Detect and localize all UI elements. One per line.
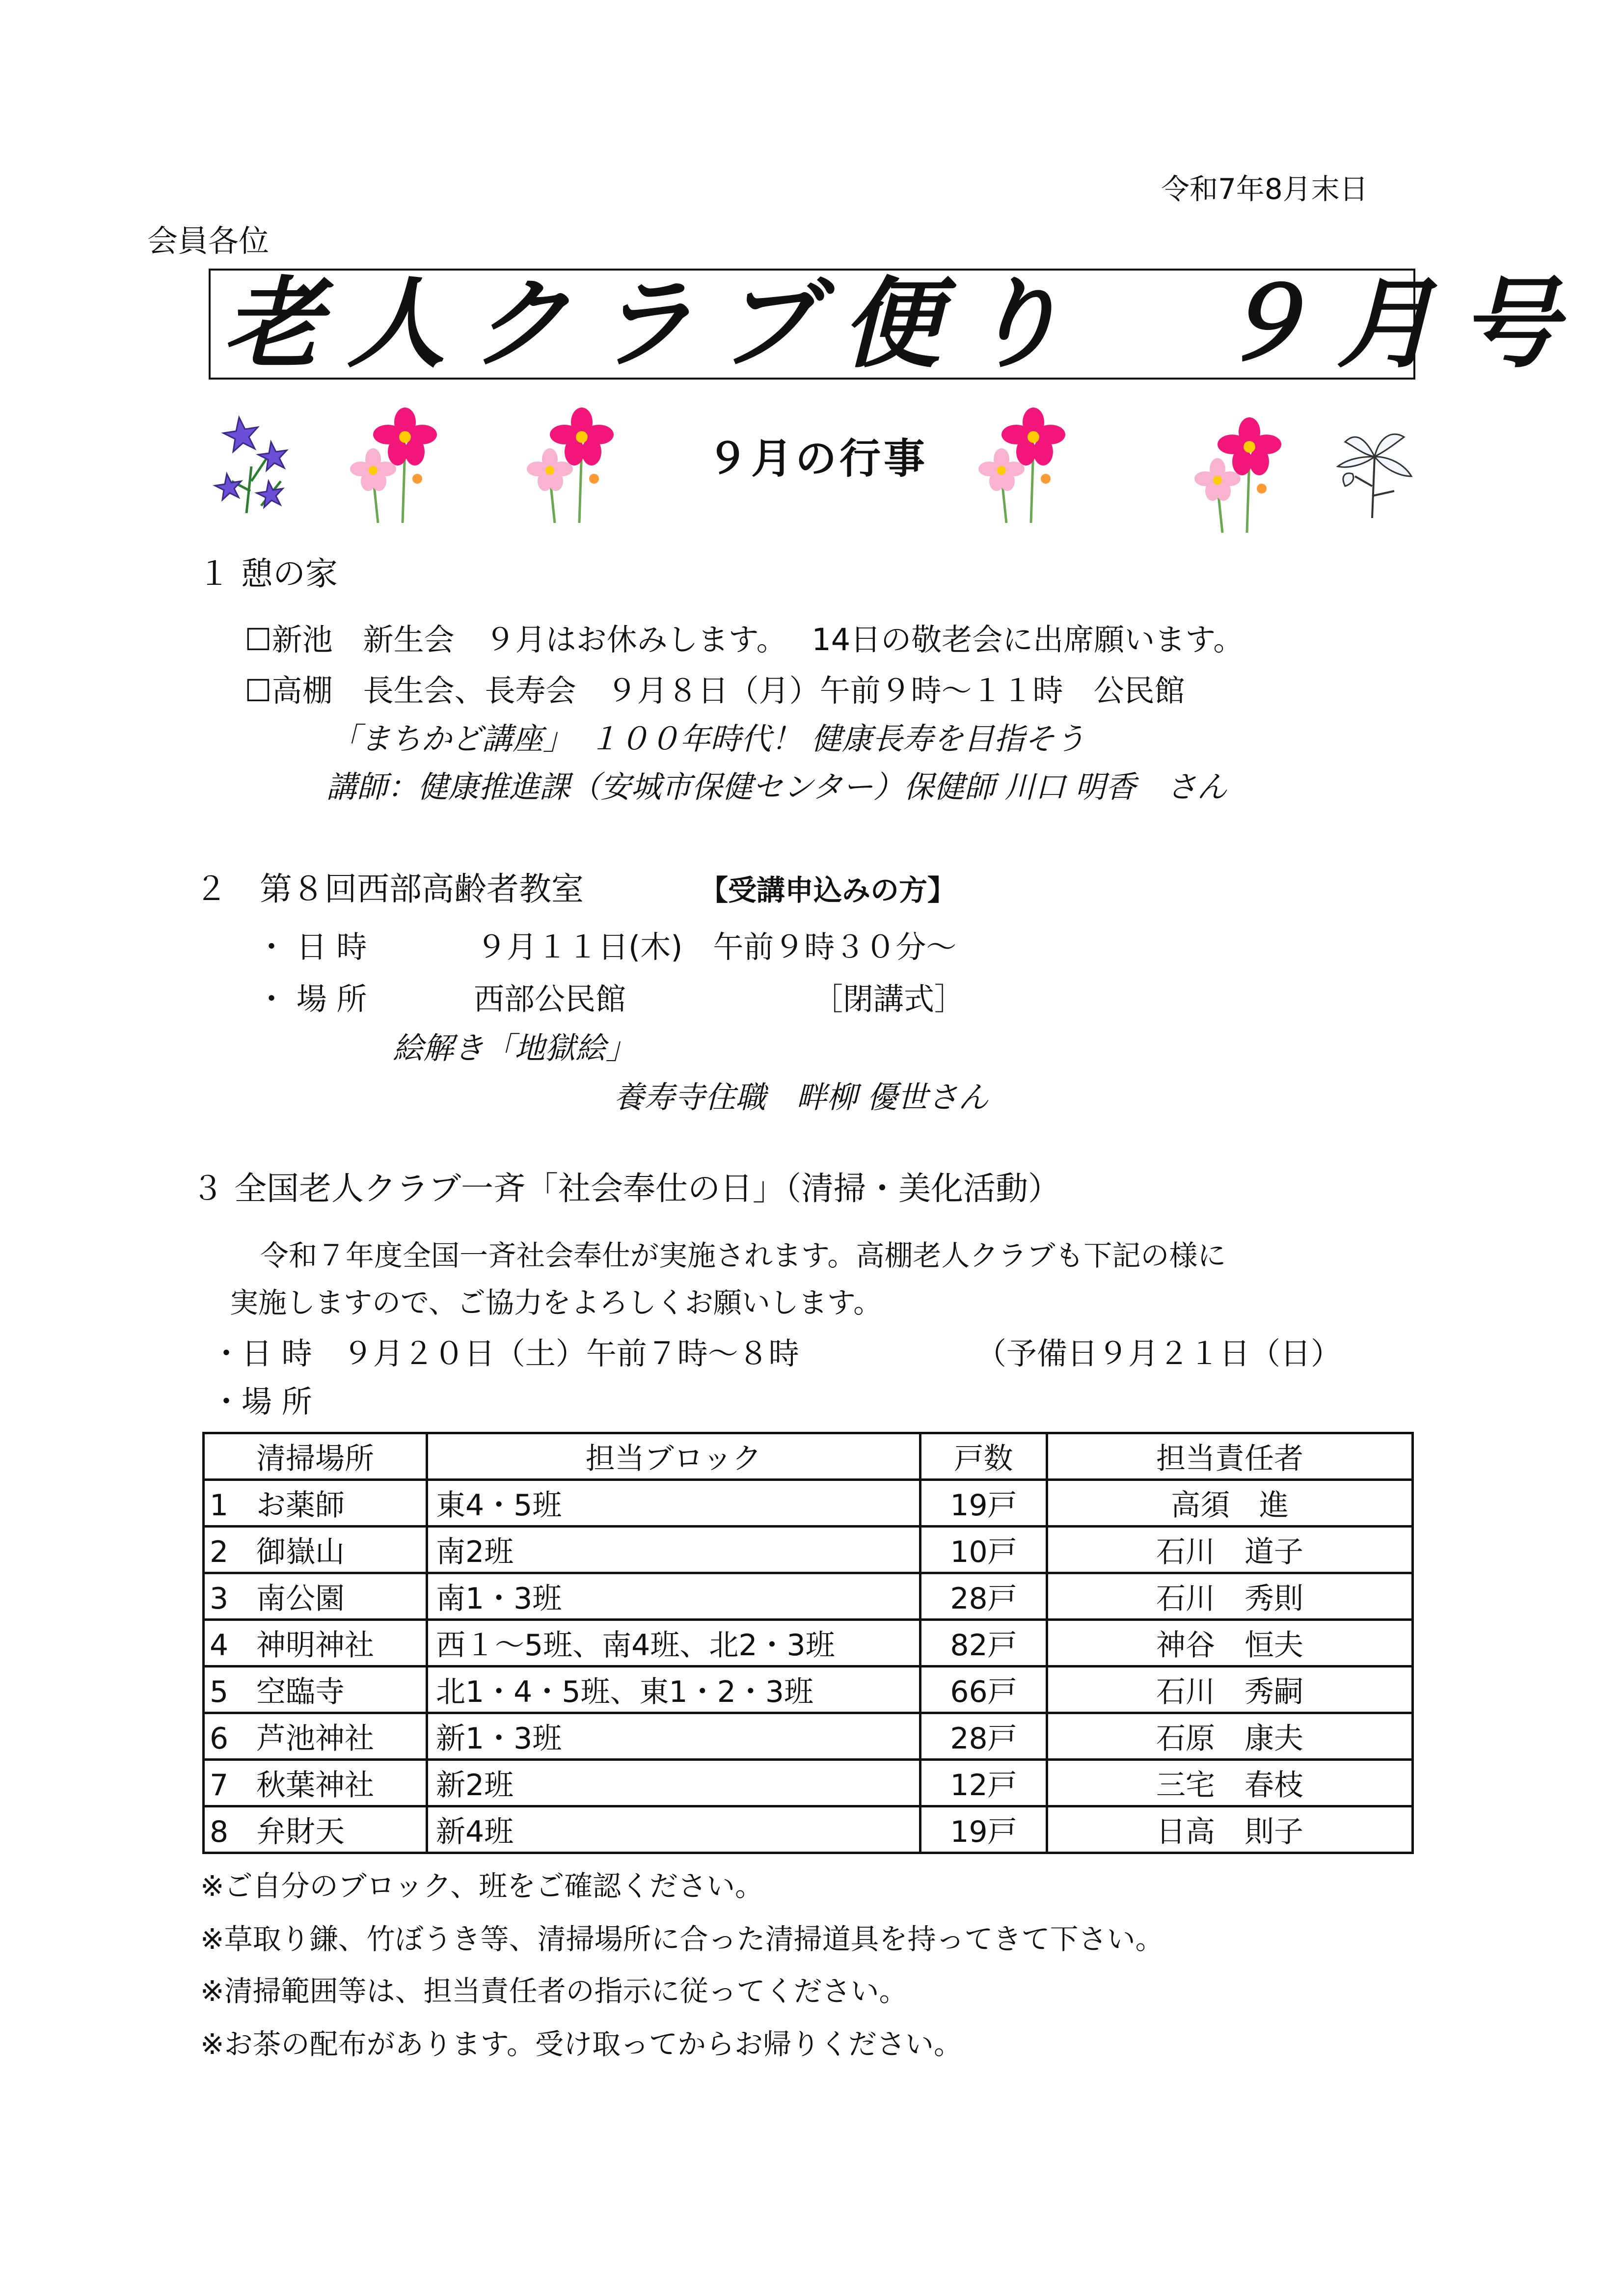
cell-responsible: 石川 秀則 [1047, 1573, 1413, 1620]
row-number: 2 [210, 1535, 229, 1569]
section3-reserve-date: （予備日９月２１日（日） [976, 1336, 1342, 1371]
section2-lecturer: 養寿寺住職 畔柳 優世さん [614, 1079, 989, 1115]
column-header-place: 清掃場所 [204, 1433, 427, 1480]
cell-place [204, 1480, 427, 1527]
row-number: 5 [210, 1675, 229, 1709]
table-row [204, 1713, 1413, 1760]
section1-lecturer: 講師：健康推進課（安城市保健センター）保健師 川口 明香 さん [326, 769, 1227, 805]
issue-date: 令和7年8月末日 [1161, 172, 1368, 206]
cell-responsible: 石川 秀嗣 [1047, 1667, 1413, 1713]
note-item: ※お茶の配布があります。受け取ってからお帰りください。 [200, 2027, 962, 2061]
cell-houses: 12戸 [920, 1760, 1047, 1806]
table-row [204, 1573, 1413, 1620]
place-name: 御嶽山 [256, 1535, 345, 1569]
note-item: ※草取り鎌、竹ぼうき等、清掃場所に合った清掃道具を持ってきて下さい。 [200, 1922, 1164, 1956]
cell-block: 南1・3班 [427, 1573, 920, 1620]
cell-houses: 28戸 [920, 1573, 1047, 1620]
cell-block: 東4・5班 [427, 1480, 920, 1527]
section1-heading: １ 憩の家 [198, 555, 338, 593]
section3-intro-line2: 実施しますので、ご協力をよろしくお願いします。 [230, 1286, 882, 1319]
cell-block: 新4班 [427, 1806, 920, 1853]
cosmos-icon [972, 408, 1075, 525]
section2-date-value: ９月１１日(木) 午前９時３０分～ [476, 929, 957, 965]
cell-responsible: 石原 康夫 [1047, 1713, 1413, 1760]
cell-place [204, 1713, 427, 1760]
page-title: 老人クラブ便り ９月号 [223, 266, 1585, 382]
place-name: 南公園 [256, 1582, 345, 1616]
bellflower-icon [212, 408, 300, 516]
table-row [204, 1760, 1413, 1806]
section3-place-label: ・場 所 [211, 1384, 312, 1420]
place-name: 弁財天 [256, 1815, 345, 1849]
place-name: 芦池神社 [256, 1722, 374, 1756]
column-header-houses: 戸数 [920, 1433, 1047, 1480]
cosmos-icon [520, 408, 623, 525]
cosmos-icon [344, 408, 447, 525]
cell-responsible: 高須 進 [1047, 1480, 1413, 1527]
lily-icon [1325, 427, 1424, 520]
place-name: 秋葉神社 [256, 1768, 374, 1803]
cosmos-icon [1188, 417, 1291, 535]
table-row [204, 1620, 1413, 1667]
section2-place-label: ・ 場 所 [256, 981, 367, 1017]
section1-line-shinike: ☐新池 新生会 ９月はお休みします。 14日の敬老会に出席願います。 [244, 622, 1244, 657]
cell-place [204, 1760, 427, 1806]
row-number: 3 [210, 1582, 229, 1616]
section3-date: ・日 時 ９月２０日（土）午前７時～８時 [211, 1336, 799, 1371]
cell-block: 南2班 [427, 1527, 920, 1573]
cell-responsible: 日高 則子 [1047, 1806, 1413, 1853]
cell-block: 新2班 [427, 1760, 920, 1806]
section2-date-label: ・ 日 時 [256, 929, 367, 965]
cell-place [204, 1620, 427, 1667]
table-header-row [204, 1433, 1413, 1480]
addressee: 会員各位 [147, 223, 270, 259]
section2-ceremony: ［閉講式］ [812, 981, 965, 1017]
section2-lecture: 絵解き「地獄絵」 [393, 1030, 637, 1066]
section2-heading-note: 【受講申込みの方】 [700, 874, 956, 907]
row-number: 1 [210, 1488, 229, 1523]
cell-block: 新1・3班 [427, 1713, 920, 1760]
note-item: ※ご自分のブロック、班をご確認ください。 [200, 1869, 764, 1903]
row-number: 6 [210, 1722, 229, 1756]
cell-houses: 82戸 [920, 1620, 1047, 1667]
table-row [204, 1667, 1413, 1713]
place-name: 空臨寺 [256, 1675, 345, 1709]
cell-houses: 66戸 [920, 1667, 1047, 1713]
column-header-block: 担当ブロック [427, 1433, 920, 1480]
table-row [204, 1806, 1413, 1853]
note-item: ※清掃範囲等は、担当責任者の指示に従ってください。 [200, 1974, 908, 2008]
cell-responsible: 三宅 春枝 [1047, 1760, 1413, 1806]
cell-block: 西１～5班、南4班、北2・3班 [427, 1620, 920, 1667]
section3-intro-line1: 令和７年度全国一斉社会奉仕が実施されます。高棚老人クラブも下記の様に [260, 1239, 1226, 1272]
cell-responsible: 神谷 恒夫 [1047, 1620, 1413, 1667]
cell-houses: 19戸 [920, 1806, 1047, 1853]
column-header-responsible: 担当責任者 [1047, 1433, 1413, 1480]
cleaning-assignment-table [202, 1432, 1414, 1854]
cell-responsible: 石川 道子 [1047, 1527, 1413, 1573]
row-number: 7 [210, 1768, 229, 1803]
cell-place [204, 1806, 427, 1853]
section1-line-takatana: ☐高棚 長生会、長寿会 ９月８日（月）午前９時～１１時 公民館 [244, 673, 1185, 709]
cell-houses: 19戸 [920, 1480, 1047, 1527]
cell-place [204, 1527, 427, 1573]
place-name: 神明神社 [256, 1628, 374, 1663]
table-row [204, 1480, 1413, 1527]
row-number: 8 [210, 1815, 229, 1849]
cell-block: 北1・4・5班、東1・2・3班 [427, 1667, 920, 1713]
cell-houses: 28戸 [920, 1713, 1047, 1760]
cell-houses: 10戸 [920, 1527, 1047, 1573]
cell-place [204, 1573, 427, 1620]
section3-heading: ３ 全国老人クラブ一斉「社会奉仕の日」（清掃・美化活動） [191, 1170, 1060, 1207]
place-name: お薬師 [256, 1488, 345, 1523]
section2-place-value: 西部公民館 [474, 981, 626, 1017]
events-heading: ９月の行事 [707, 435, 928, 483]
cell-place [204, 1667, 427, 1713]
section2-heading: ２ 第８回西部高齢者教室 [195, 870, 584, 908]
row-number: 4 [210, 1628, 229, 1663]
table-row [204, 1527, 1413, 1573]
section1-lecture-title: 「まちかど講座」 １００年時代！ 健康長寿を目指そう [330, 721, 1085, 757]
